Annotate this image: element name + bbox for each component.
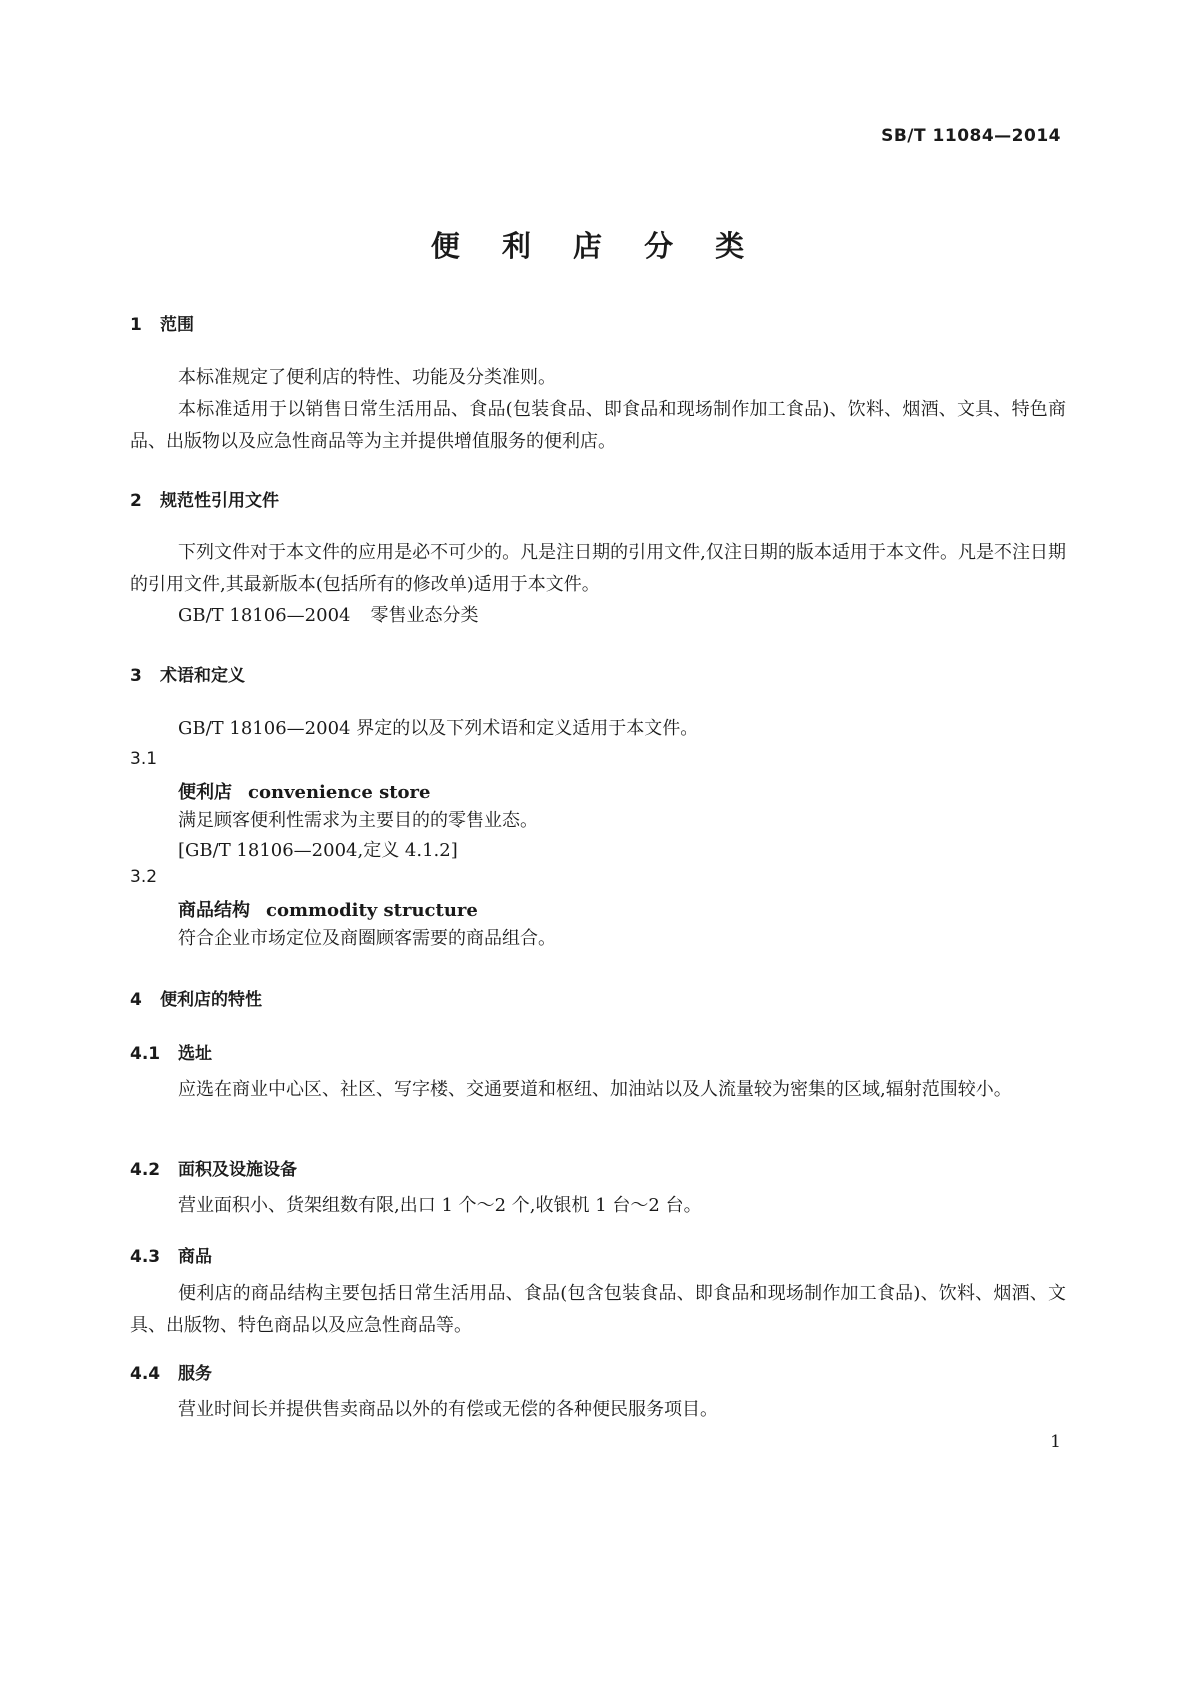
paragraph: GB/T 18106—2004 界定的以及下列术语和定义适用于本文件。 bbox=[178, 718, 699, 739]
paragraph: 便利店的商品结构主要包括日常生活用品、食品(包含包装食品、即食品和现场制作加工食品)、饮料、烟酒、文具、出版物、特色商品以及应急性商品等。 bbox=[130, 1283, 1066, 1336]
section-title: 规范性引用文件 bbox=[160, 491, 279, 511]
reference-title: 零售业态分类 bbox=[370, 605, 479, 626]
section-title: 术语和定义 bbox=[160, 666, 245, 686]
subsection-number: 4.1 bbox=[130, 1044, 161, 1064]
paragraph: 下列文件对于本文件的应用是必不可少的。凡是注日期的引用文件,仅注日期的版本适用于本文件。凡是不注日期的引用文件,其最新版本(包括所有的修改单)适用于本文件。 bbox=[130, 542, 1066, 595]
subsection-title: 面积及设施设备 bbox=[178, 1160, 297, 1180]
subsection-heading bbox=[130, 1155, 297, 1180]
term-definition: 满足顾客便利性需求为主要目的的零售业态。 bbox=[178, 810, 538, 831]
subsection-title: 选址 bbox=[178, 1044, 212, 1064]
paragraph: 本标准适用于以销售日常生活用品、食品(包装食品、即食品和现场制作加工食品)、饮料、烟酒、文具、特色商品、出版物以及应急性商品等为主并提供增值服务的便利店。 bbox=[130, 399, 1066, 452]
term-chinese: 商品结构 bbox=[178, 900, 250, 921]
term-number: 3.2 bbox=[130, 867, 158, 887]
standard-code: SB/T 11084—2014 bbox=[881, 126, 1061, 146]
term-chinese: 便利店 bbox=[178, 782, 232, 803]
term-number: 3.1 bbox=[130, 749, 158, 769]
paragraph: 本标准规定了便利店的特性、功能及分类准则。 bbox=[178, 367, 556, 388]
term-english: convenience store bbox=[248, 782, 431, 803]
subsection-number: 4.3 bbox=[130, 1247, 161, 1267]
section-4-heading bbox=[130, 985, 262, 1010]
paragraph: 营业面积小、货架组数有限,出口 1 个～2 个,收银机 1 台～2 台。 bbox=[178, 1195, 702, 1216]
subsection-heading bbox=[130, 1242, 212, 1267]
term-entry bbox=[178, 896, 478, 922]
section-number: 2 bbox=[130, 491, 142, 511]
normative-reference bbox=[178, 601, 478, 627]
subsection-heading bbox=[130, 1039, 212, 1064]
section-1-heading bbox=[130, 310, 194, 335]
section-3-heading bbox=[130, 661, 245, 686]
section-number: 3 bbox=[130, 666, 142, 686]
section-number: 4 bbox=[130, 990, 142, 1010]
term-entry bbox=[178, 778, 431, 804]
section-title: 范围 bbox=[160, 315, 194, 335]
document-title: 便 利 店 分 类 bbox=[430, 229, 761, 263]
paragraph: 应选在商业中心区、社区、写字楼、交通要道和枢纽、加油站以及人流量较为密集的区域,辐射范围较小。 bbox=[178, 1079, 1012, 1100]
subsection-number: 4.2 bbox=[130, 1160, 161, 1180]
section-2-heading bbox=[130, 486, 279, 511]
section-number: 1 bbox=[130, 315, 142, 335]
reference-code: GB/T 18106—2004 bbox=[178, 605, 351, 626]
paragraph: 营业时间长并提供售卖商品以外的有偿或无偿的各种便民服务项目。 bbox=[178, 1399, 718, 1420]
subsection-title: 服务 bbox=[178, 1364, 212, 1384]
subsection-heading bbox=[130, 1359, 212, 1384]
term-definition: 符合企业市场定位及商圈顾客需要的商品组合。 bbox=[178, 928, 556, 949]
subsection-number: 4.4 bbox=[130, 1364, 161, 1384]
term-english: commodity structure bbox=[266, 900, 478, 921]
page-number: 1 bbox=[1050, 1432, 1061, 1452]
section-title: 便利店的特性 bbox=[160, 990, 262, 1010]
subsection-title: 商品 bbox=[178, 1247, 212, 1267]
term-source: [GB/T 18106—2004,定义 4.1.2] bbox=[178, 840, 458, 861]
